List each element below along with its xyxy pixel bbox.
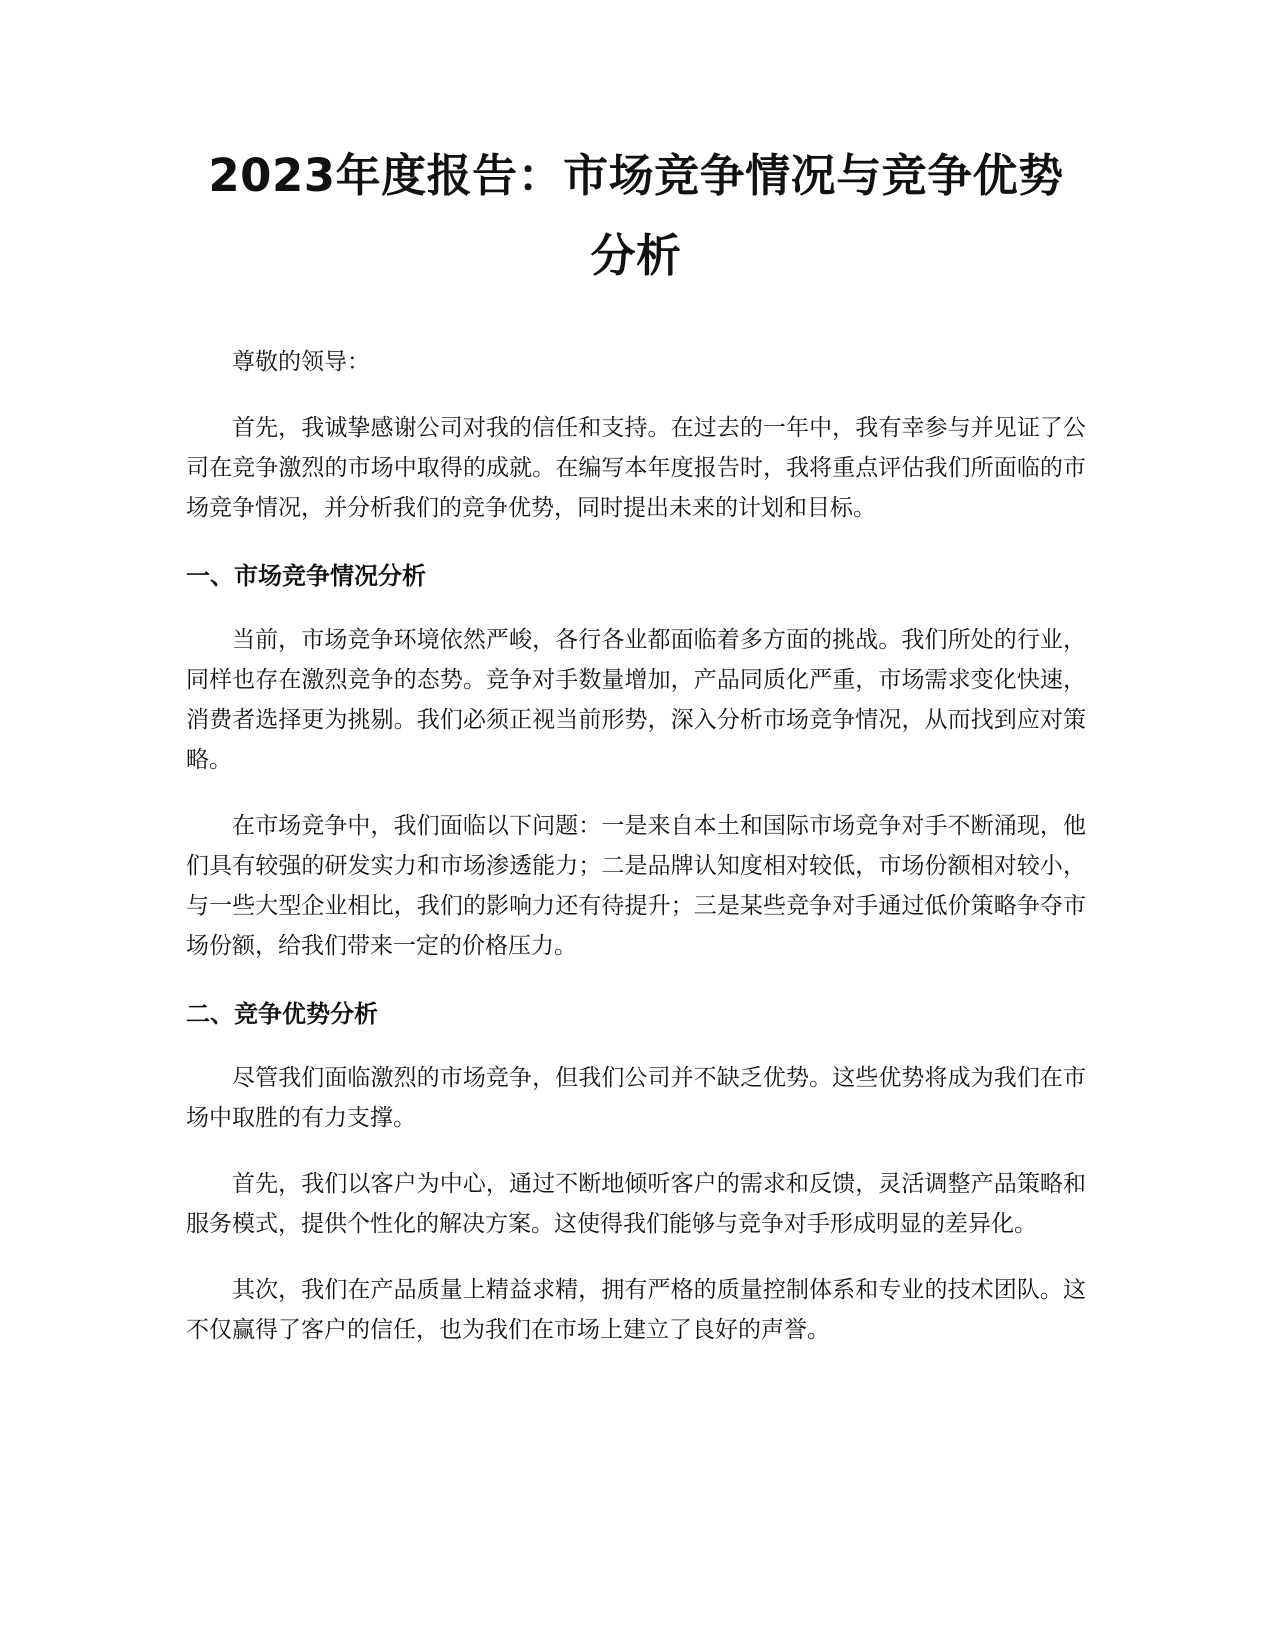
body-paragraph: 尽管我们面临激烈的市场竞争，但我们公司并不缺乏优势。这些优势将成为我们在市场中取胜的有力支撑。 xyxy=(186,1065,1086,1131)
intro-paragraph: 首先，我诚挚感谢公司对我的信任和支持。在过去的一年中，我有幸参与并见证了公司在竞争激烈的市场中取得的成就。在编写本年度报告时，我将重点评估我们所面临的市场竞争情况，并分析我们的竞争优势，同时提出未来的计划和目标。 xyxy=(186,415,1086,521)
section-heading-competitive-advantage: 二、竞争优势分析 xyxy=(186,1000,378,1028)
body-paragraph: 在市场竞争中，我们面临以下问题：一是来自本土和国际市场竞争对手不断涌现，他们具有较强的研发实力和市场渗透能力；二是品牌认知度相对较低，市场份额相对较小，与一些大型企业相比，我们的影响力还有待提升；三是某些竞争对手通过低价策略争夺市场份额，给我们带来一定的价格压力。 xyxy=(186,813,1086,959)
body-paragraph: 首先，我们以客户为中心，通过不断地倾听客户的需求和反馈，灵活调整产品策略和服务模式，提供个性化的解决方案。这使得我们能够与竞争对手形成明显的差异化。 xyxy=(186,1171,1086,1237)
section-heading-market-competition: 一、市场竞争情况分析 xyxy=(186,562,426,590)
body-paragraph: 当前，市场竞争环境依然严峻，各行各业都面临着多方面的挑战。我们所处的行业，同样也存在激烈竞争的态势。竞争对手数量增加，产品同质化严重，市场需求变化快速，消费者选择更为挑剔。我们必须正视当前形势，深入分析市场竞争情况，从而找到应对策略。 xyxy=(186,627,1086,773)
body-paragraph: 其次，我们在产品质量上精益求精，拥有严格的质量控制体系和专业的技术团队。这不仅赢得了客户的信任，也为我们在市场上建立了良好的声誉。 xyxy=(186,1277,1086,1343)
salutation: 尊敬的领导： xyxy=(232,349,370,375)
document-page xyxy=(186,136,1086,1350)
document-title: 2023年度报告：市场竞争情况与竞争优势分析 xyxy=(208,149,1064,282)
